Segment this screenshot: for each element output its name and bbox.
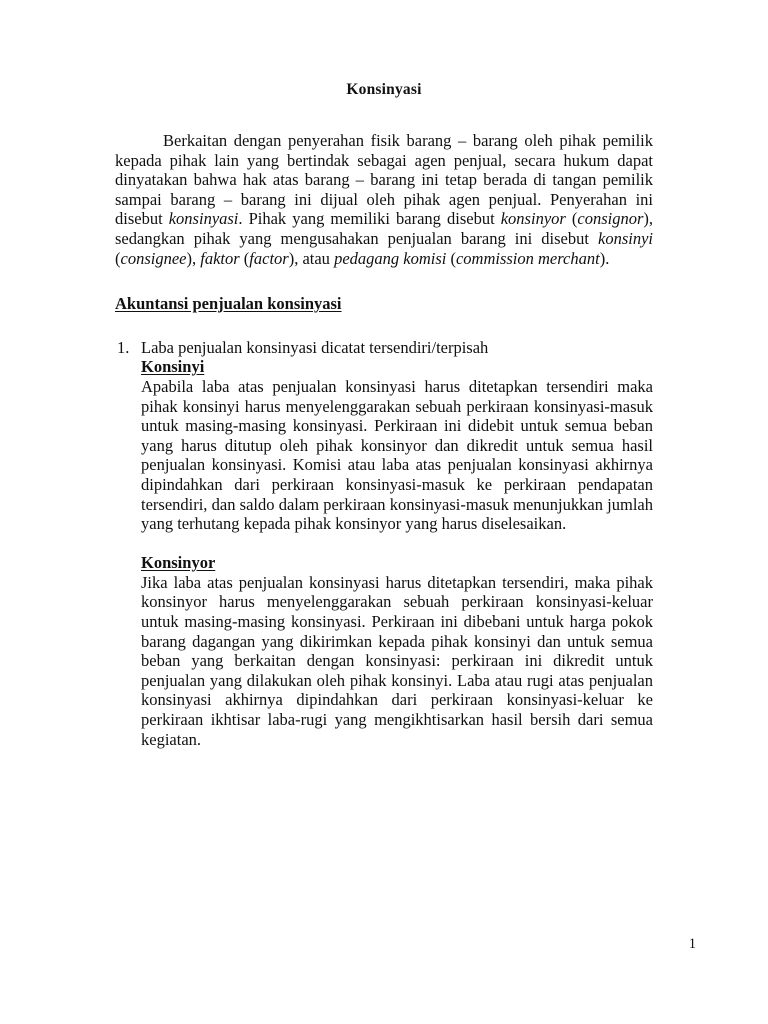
list-item-title: Laba penjualan konsinyasi dicatat tersendiri/terpisah xyxy=(141,337,489,357)
paragraph-spacer xyxy=(141,534,653,554)
italic-term: faktor xyxy=(200,248,240,268)
italic-term: konsinyor xyxy=(500,209,566,229)
page-title: Konsinyasi xyxy=(346,81,422,98)
subsection-heading-konsinyor: Konsinyor xyxy=(141,553,216,573)
italic-term: konsinyasi xyxy=(168,209,239,229)
italic-term: factor xyxy=(249,248,289,268)
page-number: 1 xyxy=(688,936,696,952)
list-item xyxy=(115,338,653,749)
italic-term: commission merchant xyxy=(455,248,600,268)
subsection-body-konsinyi: Apabila laba atas penjualan konsinyasi harus ditetapkan tersendiri maka pihak konsinyi harus menyelenggarakan sebuah perkiraan konsinyasi-masuk untuk masing-masing konsinyasi. Perkiraan ini didebit untuk semua beban yang harus ditutup oleh pihak konsinyor dan dikredit untuk semua hasil penjualan konsinyasi. Komisi atau laba atas penjualan konsinyasi akhirnya dipindahkan dari perkiraan konsinyasi-masuk ke perkiraan pendapatan tersendiri, dan saldo dalam perkiraan konsinyasi-masuk menunjukkan jumlah yang terhutang kepada pihak konsinyor yang harus diselesaikan. xyxy=(141,376,653,534)
list-item-marker: 1. xyxy=(117,337,130,357)
italic-term: pedagang komisi xyxy=(334,248,447,268)
subsection-body-konsinyor: Jika laba atas penjualan konsinyasi harus ditetapkan tersendiri, maka pihak konsinyor harus menyelenggarakan sebuah perkiraan konsinyasi-keluar untuk masing-masing konsinyasi. Perkiraan ini dibebani untuk harga pokok barang dagangan yang dikirimkan kepada pihak konsinyi dan untuk semua beban yang berkaitan dengan konsinyasi: perkiraan ini dikredit untuk penjualan yang dilakukan oleh pihak konsinyi. Laba atau rugi atas penjualan konsinyasi akhirnya dipindahkan dari perkiraan konsinyasi-keluar ke perkiraan ikhtisar laba-rugi yang mengikhtisarkan hasil bersih dari semua kegiatan. xyxy=(141,572,653,749)
italic-term: konsinyi xyxy=(598,228,653,248)
section-heading-akuntansi: Akuntansi penjualan konsinyasi xyxy=(115,294,342,314)
document-content xyxy=(115,80,653,749)
subsection-heading-konsinyi: Konsinyi xyxy=(141,357,205,377)
intro-paragraph: Berkaitan dengan penyerahan fisik barang – barang oleh pihak pemilik kepada pihak lain yang bertindak sebagai agen penjual, secara hukum dapat dinyatakan bahwa hak atas barang – barang ini tetap berada di tangan pemilik sampai barang – barang ini dijual oleh pihak agen penjual. Penyerahan ini disebut konsinyasi. Pihak yang memiliki barang disebut konsinyor (consignor), sedangkan pihak yang mengusahakan penjualan barang ini disebut konsinyi (consignee), faktor (factor), atau pedagang komisi (commission merchant). xyxy=(115,131,653,268)
numbered-list xyxy=(115,338,653,749)
italic-term: consignee xyxy=(120,248,187,268)
italic-term: consignor xyxy=(577,209,644,229)
